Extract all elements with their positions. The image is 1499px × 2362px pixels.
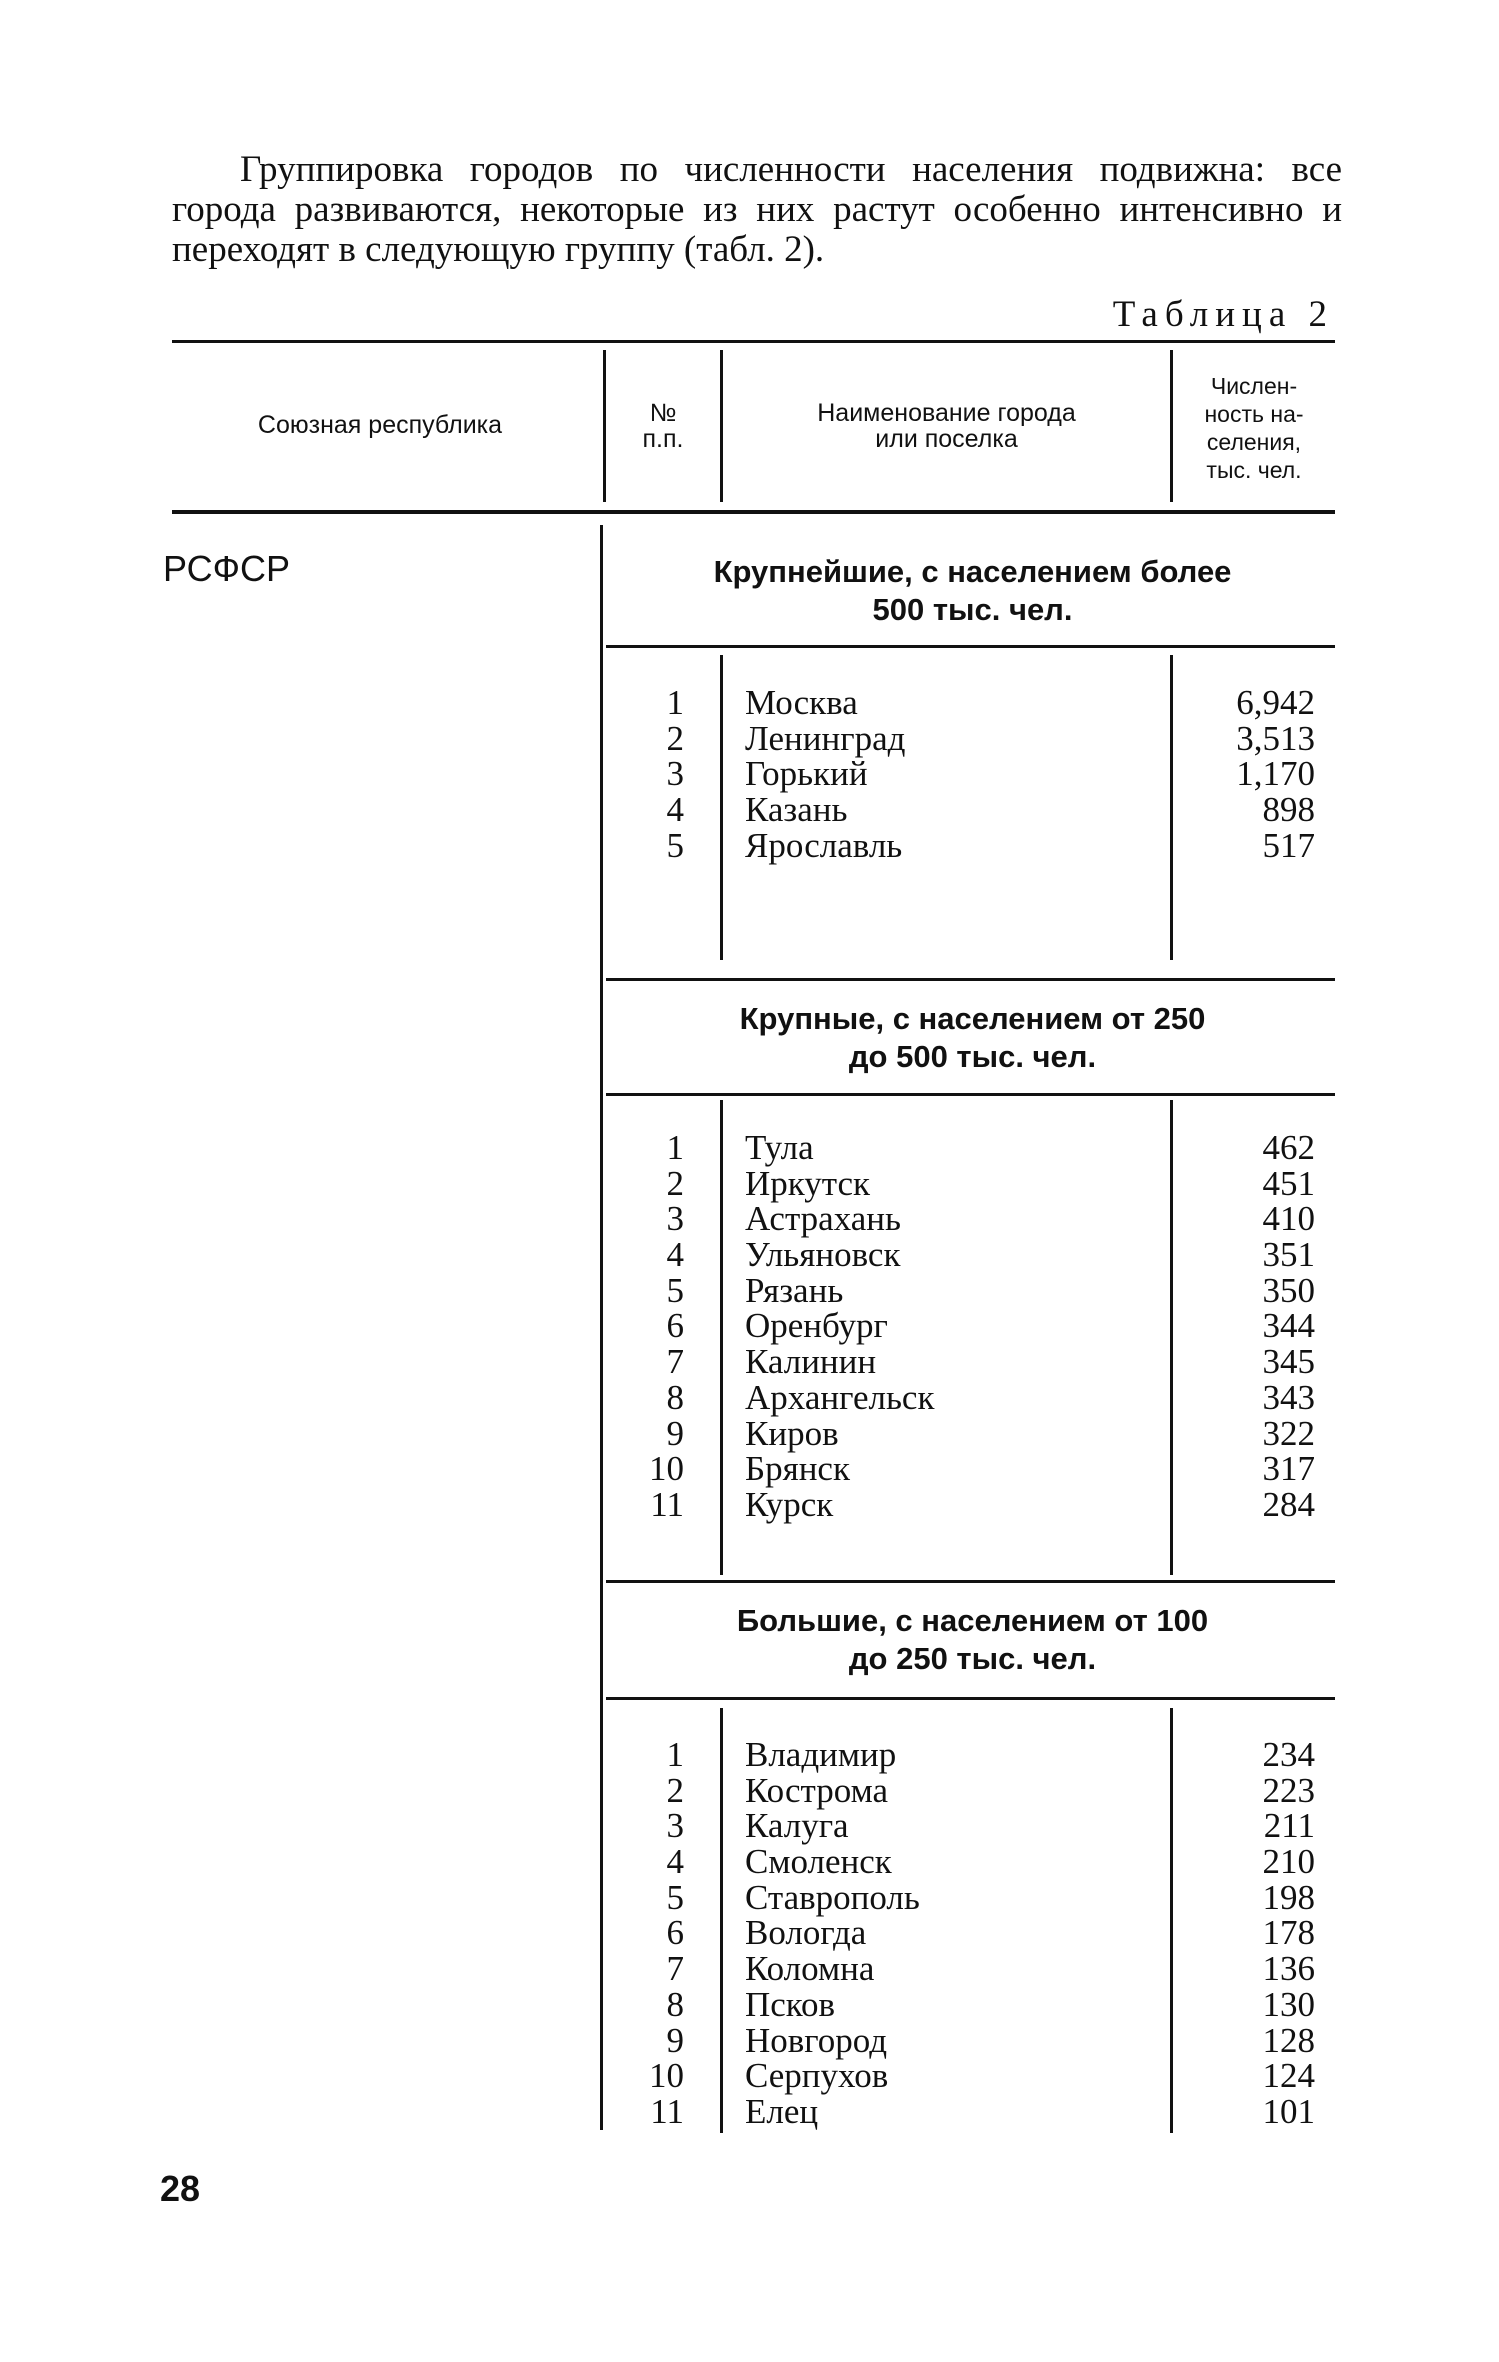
row-city: Коломна [745,1949,875,1989]
row-city: Псков [745,1984,836,2024]
group-title-3 [610,1602,1335,1678]
row-population: 343 [1262,1377,1315,1417]
header-republic [180,412,580,438]
table-row [600,1270,1335,1310]
row-city: Калуга [745,1806,849,1846]
row-number: 8 [666,1377,684,1417]
header-pop-line4: тыс. чел. [1206,457,1302,483]
row-population: 124 [1262,2056,1315,2096]
header-city-name [723,400,1170,452]
row-number: 6 [666,1306,684,1346]
table-row [600,1308,1335,1344]
group-2-top-rule [606,978,1335,981]
row-city: Рязань [745,1270,844,1310]
row-city: Владимир [745,1735,897,1774]
row-population: 344 [1262,1306,1315,1346]
header-pop-line2: ность на- [1204,401,1304,427]
row-city: Новгород [745,2020,888,2060]
page-number: 28 [160,2168,201,2209]
table-row [600,1808,1335,1844]
row-city: Брянск [745,1449,850,1489]
row-population: 210 [1262,1842,1315,1882]
table-row [600,1344,1335,1380]
group-2-title-line1: Крупные, с населением от 250 [739,1001,1206,1036]
group-title-1 [610,553,1335,629]
row-population: 462 [1262,1128,1315,1167]
table-row [600,1984,1335,2024]
header-city-line2: или поселка [875,425,1018,453]
row-city: Астрахань [745,1199,901,1239]
row-city: Калинин [745,1342,877,1382]
header-pop-line1: Числен- [1210,373,1298,399]
row-number: 3 [666,1199,684,1239]
row-number: 5 [666,825,684,865]
row-population: 211 [1263,1806,1315,1846]
row-city: Киров [745,1413,839,1453]
table-row [600,685,1335,721]
table-row [600,1237,1335,1273]
header-population [1173,372,1335,484]
table-row [600,1737,1335,1773]
row-population: 130 [1262,1984,1315,2024]
group-3-top-rule [606,1580,1335,1583]
row-population: 317 [1262,1449,1315,1489]
row-city: Архангельск [745,1377,935,1417]
row-city: Ульяновск [745,1235,901,1275]
group-3-title-rule [606,1697,1335,1700]
table-row [600,1770,1335,1810]
table-row [600,1451,1335,1487]
row-population: 350 [1262,1270,1315,1310]
table-row [600,1951,1335,1987]
table-row [600,718,1335,758]
row-number: 3 [666,754,684,794]
table-row [600,1163,1335,1203]
intro-paragraph: Группировка городов по численности населения подвижна: все города развиваются, некоторые из них растут особенно интенсивно и переходят в следующую группу (табл. 2). [172,149,1342,270]
header-republic-label: Союзная республика [257,411,503,439]
row-population: 6,942 [1236,683,1315,722]
row-city: Горький [745,754,868,794]
row-population: 517 [1262,825,1315,865]
group-1-title-line1: Крупнейшие, с населением более [713,554,1232,589]
row-number: 7 [666,1949,684,1989]
table-top-rule [172,340,1335,343]
group-2-title-line2: до 500 тыс. чел. [848,1039,1097,1074]
group-3-rows [600,1737,1335,2130]
table-header-bottom-rule [172,510,1335,514]
row-number: 4 [666,1842,684,1882]
row-population: 322 [1262,1413,1315,1453]
table-row [600,1413,1335,1453]
table-row [600,1377,1335,1417]
row-number: 6 [666,1913,684,1953]
row-population: 345 [1262,1342,1315,1382]
table-row [600,792,1335,828]
row-population: 1,170 [1236,754,1315,794]
row-number: 1 [666,683,684,722]
row-population: 410 [1262,1199,1315,1239]
row-population: 284 [1262,1484,1315,1524]
table-row [600,1844,1335,1880]
table-row [600,1484,1335,1524]
group-3-title-line2: до 250 тыс. чел. [848,1641,1097,1676]
header-pop-line3: селения, [1206,429,1302,455]
table-row [600,1130,1335,1166]
row-city: Серпухов [745,2056,889,2096]
row-population: 223 [1262,1770,1315,1810]
row-city: Смоленск [745,1842,892,1882]
row-population: 451 [1262,1163,1315,1203]
row-city: Ленинград [745,718,906,758]
row-number: 4 [666,790,684,830]
group-title-2 [610,1000,1335,1076]
row-city: Кострома [745,1770,889,1810]
row-number: 9 [666,2020,684,2060]
row-population: 128 [1262,2020,1315,2060]
row-population: 898 [1262,790,1315,830]
table-row [600,825,1335,865]
row-number: 4 [666,1235,684,1275]
table-row [600,1877,1335,1917]
row-number: 2 [666,718,684,758]
row-city: Тула [745,1128,814,1167]
table-row [600,1201,1335,1237]
row-city: Ставрополь [745,1877,920,1917]
intro-text [172,150,1342,270]
row-number: 2 [666,1163,684,1203]
row-city: Оренбург [745,1306,888,1346]
table-caption: Таблица 2 [1112,294,1334,335]
table-row [600,1915,1335,1951]
row-number: 5 [666,1270,684,1310]
republic-label: РСФСР [163,548,290,589]
row-city: Москва [745,683,858,722]
row-population: 351 [1262,1235,1315,1275]
row-number: 10 [649,1449,684,1489]
row-population: 234 [1262,1735,1315,1774]
row-number: 11 [650,1484,684,1524]
row-city: Курск [745,1484,834,1524]
group-2-title-rule [606,1093,1335,1096]
table-row [600,2058,1335,2094]
row-population: 101 [1262,2091,1315,2131]
header-number [606,400,720,452]
row-city: Иркутск [745,1163,871,1203]
row-number: 2 [666,1770,684,1810]
header-number-line2: п.п. [642,425,684,453]
row-number: 7 [666,1342,684,1382]
table-row [600,2020,1335,2060]
row-population: 136 [1262,1949,1315,1989]
header-city-line1: Наименование города [817,399,1076,427]
group-1-title-rule [606,645,1335,648]
row-city: Ярославль [745,825,903,865]
table-row [600,756,1335,792]
row-number: 5 [666,1877,684,1917]
row-population: 178 [1262,1913,1315,1953]
header-number-line1: № [649,399,677,427]
row-city: Вологда [745,1913,867,1953]
row-number: 1 [666,1735,684,1774]
group-3-title-line1: Большие, с населением от 100 [736,1603,1209,1638]
row-population: 3,513 [1236,718,1315,758]
table-row [600,2091,1335,2131]
row-number: 8 [666,1984,684,2024]
row-city: Елец [745,2091,819,2131]
row-city: Казань [745,790,848,830]
row-population: 198 [1262,1877,1315,1917]
group-2-rows [600,1130,1335,1523]
row-number: 1 [666,1128,684,1167]
group-1-rows [600,685,1335,863]
row-number: 10 [649,2056,684,2096]
row-number: 11 [650,2091,684,2131]
group-1-title-line2: 500 тыс. чел. [872,592,1073,627]
row-number: 9 [666,1413,684,1453]
row-number: 3 [666,1806,684,1846]
